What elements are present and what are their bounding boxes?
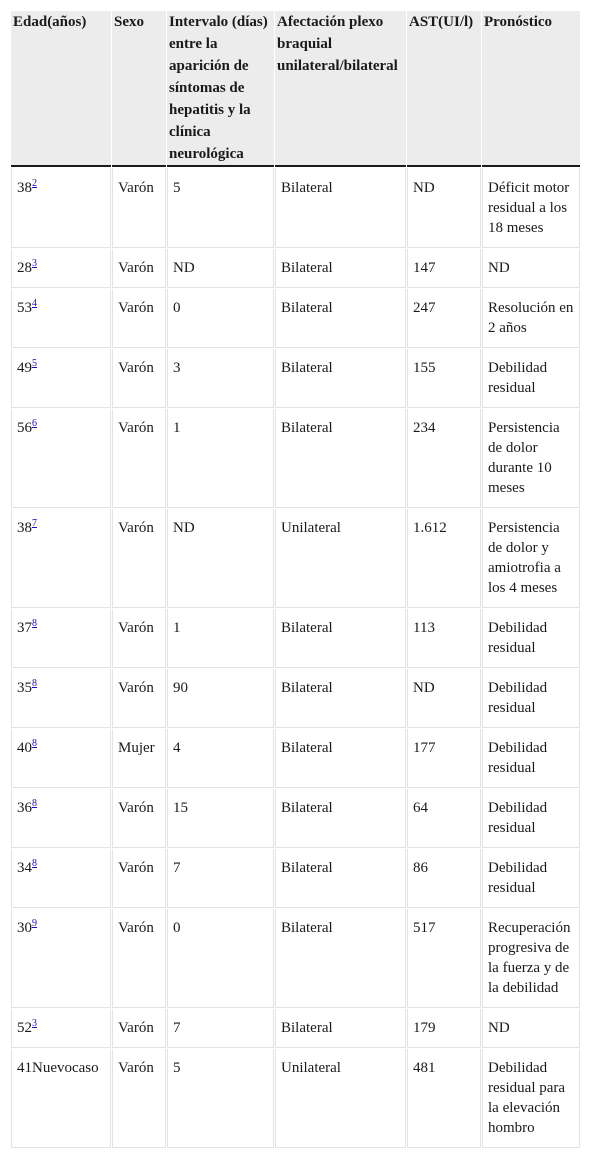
interval-cell: 90 bbox=[167, 669, 274, 728]
table-row bbox=[11, 609, 580, 668]
reference-link[interactable]: 4 bbox=[32, 298, 37, 309]
reference-link[interactable]: 5 bbox=[32, 358, 37, 369]
interval-cell: 3 bbox=[167, 349, 274, 408]
age-cell bbox=[11, 409, 111, 508]
interval-cell: 1 bbox=[167, 609, 274, 668]
age-value: 28 bbox=[17, 260, 32, 276]
plexus-cell: Bilateral bbox=[275, 909, 406, 1008]
reference-superscript bbox=[32, 295, 37, 309]
sex-cell: Varón bbox=[112, 509, 166, 608]
age-cell bbox=[11, 729, 111, 788]
prognosis-cell: Persistencia de dolor y amiotrofia a los 4 meses bbox=[482, 509, 580, 608]
reference-superscript bbox=[32, 795, 37, 809]
table-body bbox=[11, 168, 580, 1148]
ast-cell: 177 bbox=[407, 729, 481, 788]
age-value: 30 bbox=[17, 920, 32, 936]
reference-superscript bbox=[32, 615, 37, 629]
reference-link[interactable]: 8 bbox=[32, 618, 37, 629]
plexus-cell: Bilateral bbox=[275, 409, 406, 508]
age-cell bbox=[11, 289, 111, 348]
age-value: 41Nuevocaso bbox=[17, 1060, 99, 1076]
age-value: 52 bbox=[17, 1020, 32, 1036]
reference-link[interactable]: 6 bbox=[32, 418, 37, 429]
table-row bbox=[11, 789, 580, 848]
interval-cell: 15 bbox=[167, 789, 274, 848]
ast-cell: 481 bbox=[407, 1049, 481, 1148]
age-value: 34 bbox=[17, 860, 32, 876]
reference-superscript bbox=[32, 855, 37, 869]
table-row bbox=[11, 409, 580, 508]
table-header bbox=[11, 11, 580, 167]
sex-cell: Varón bbox=[112, 349, 166, 408]
table-row bbox=[11, 909, 580, 1008]
plexus-cell: Bilateral bbox=[275, 669, 406, 728]
plexus-cell: Bilateral bbox=[275, 249, 406, 288]
reference-superscript bbox=[32, 1015, 37, 1029]
prognosis-cell: ND bbox=[482, 1009, 580, 1048]
header-plexus: Afectación plexo braquial unilateral/bilateral bbox=[275, 11, 406, 167]
age-value: 38 bbox=[17, 180, 32, 196]
sex-cell: Varón bbox=[112, 609, 166, 668]
ast-cell: 113 bbox=[407, 609, 481, 668]
case-table-container bbox=[10, 10, 580, 1149]
table-row bbox=[11, 1009, 580, 1048]
age-cell bbox=[11, 168, 111, 248]
age-cell bbox=[11, 909, 111, 1008]
ast-cell: 234 bbox=[407, 409, 481, 508]
age-cell bbox=[11, 1009, 111, 1048]
header-row bbox=[11, 11, 580, 167]
ast-cell: 1.612 bbox=[407, 509, 481, 608]
sex-cell: Varón bbox=[112, 409, 166, 508]
age-cell bbox=[11, 509, 111, 608]
plexus-cell: Bilateral bbox=[275, 789, 406, 848]
age-value: 49 bbox=[17, 360, 32, 376]
age-value: 53 bbox=[17, 300, 32, 316]
plexus-cell: Bilateral bbox=[275, 168, 406, 248]
plexus-cell: Bilateral bbox=[275, 849, 406, 908]
age-value: 36 bbox=[17, 800, 32, 816]
sex-cell: Mujer bbox=[112, 729, 166, 788]
age-value: 40 bbox=[17, 740, 32, 756]
sex-cell: Varón bbox=[112, 168, 166, 248]
reference-superscript bbox=[32, 415, 37, 429]
reference-link[interactable]: 8 bbox=[32, 798, 37, 809]
interval-cell: 1 bbox=[167, 409, 274, 508]
prognosis-cell: Debilidad residual bbox=[482, 349, 580, 408]
reference-superscript bbox=[32, 675, 37, 689]
sex-cell: Varón bbox=[112, 849, 166, 908]
sex-cell: Varón bbox=[112, 1049, 166, 1148]
prognosis-cell: Debilidad residual bbox=[482, 849, 580, 908]
age-value: 35 bbox=[17, 680, 32, 696]
interval-cell: 5 bbox=[167, 168, 274, 248]
reference-link[interactable]: 2 bbox=[32, 178, 37, 189]
age-cell bbox=[11, 349, 111, 408]
reference-superscript bbox=[32, 255, 37, 269]
age-cell bbox=[11, 1049, 111, 1148]
prognosis-cell: Resolución en 2 años bbox=[482, 289, 580, 348]
reference-superscript bbox=[32, 915, 37, 929]
header-ast: AST(UI/l) bbox=[407, 11, 481, 167]
plexus-cell: Bilateral bbox=[275, 349, 406, 408]
age-cell bbox=[11, 789, 111, 848]
header-interval: Intervalo (días) entre la aparición de síntomas de hepatitis y la clínica neurológica bbox=[167, 11, 274, 167]
sex-cell: Varón bbox=[112, 669, 166, 728]
ast-cell: 179 bbox=[407, 1009, 481, 1048]
reference-link[interactable]: 3 bbox=[32, 258, 37, 269]
reference-superscript bbox=[32, 175, 37, 189]
table-row bbox=[11, 729, 580, 788]
table-row bbox=[11, 849, 580, 908]
reference-link[interactable]: 9 bbox=[32, 918, 37, 929]
sex-cell: Varón bbox=[112, 909, 166, 1008]
reference-superscript bbox=[32, 515, 37, 529]
table-row bbox=[11, 249, 580, 288]
header-prognosis: Pronóstico bbox=[482, 11, 580, 167]
prognosis-cell: Debilidad residual bbox=[482, 609, 580, 668]
reference-link[interactable]: 8 bbox=[32, 678, 37, 689]
prognosis-cell: Debilidad residual para la elevación hombro bbox=[482, 1049, 580, 1148]
header-age: Edad(años) bbox=[11, 11, 111, 167]
ast-cell: 147 bbox=[407, 249, 481, 288]
table-row bbox=[11, 669, 580, 728]
age-value: 37 bbox=[17, 620, 32, 636]
sex-cell: Varón bbox=[112, 289, 166, 348]
prognosis-cell: Debilidad residual bbox=[482, 729, 580, 788]
age-value: 38 bbox=[17, 520, 32, 536]
reference-link[interactable]: 3 bbox=[32, 1018, 37, 1029]
age-cell bbox=[11, 249, 111, 288]
prognosis-cell: Persistencia de dolor durante 10 meses bbox=[482, 409, 580, 508]
sex-cell: Varón bbox=[112, 1009, 166, 1048]
interval-cell: 7 bbox=[167, 849, 274, 908]
header-sex: Sexo bbox=[112, 11, 166, 167]
prognosis-cell: Recuperación progresiva de la fuerza y de la debilidad bbox=[482, 909, 580, 1008]
plexus-cell: Bilateral bbox=[275, 1009, 406, 1048]
ast-cell: ND bbox=[407, 168, 481, 248]
reference-link[interactable]: 8 bbox=[32, 738, 37, 749]
interval-cell: 5 bbox=[167, 1049, 274, 1148]
ast-cell: 517 bbox=[407, 909, 481, 1008]
table-row bbox=[11, 289, 580, 348]
age-value: 56 bbox=[17, 420, 32, 436]
reference-link[interactable]: 7 bbox=[32, 518, 37, 529]
prognosis-cell: Debilidad residual bbox=[482, 669, 580, 728]
table-row bbox=[11, 509, 580, 608]
interval-cell: ND bbox=[167, 509, 274, 608]
plexus-cell: Unilateral bbox=[275, 509, 406, 608]
age-cell bbox=[11, 609, 111, 668]
prognosis-cell: ND bbox=[482, 249, 580, 288]
plexus-cell: Bilateral bbox=[275, 289, 406, 348]
interval-cell: 0 bbox=[167, 289, 274, 348]
case-table bbox=[10, 10, 581, 1149]
plexus-cell: Bilateral bbox=[275, 609, 406, 668]
prognosis-cell: Déficit motor residual a los 18 meses bbox=[482, 168, 580, 248]
sex-cell: Varón bbox=[112, 789, 166, 848]
age-cell bbox=[11, 669, 111, 728]
interval-cell: 0 bbox=[167, 909, 274, 1008]
ast-cell: 247 bbox=[407, 289, 481, 348]
interval-cell: 7 bbox=[167, 1009, 274, 1048]
ast-cell: 155 bbox=[407, 349, 481, 408]
reference-superscript bbox=[32, 355, 37, 369]
plexus-cell: Unilateral bbox=[275, 1049, 406, 1148]
reference-superscript bbox=[32, 735, 37, 749]
sex-cell: Varón bbox=[112, 249, 166, 288]
plexus-cell: Bilateral bbox=[275, 729, 406, 788]
table-row bbox=[11, 1049, 580, 1148]
interval-cell: ND bbox=[167, 249, 274, 288]
table-row bbox=[11, 168, 580, 248]
age-cell bbox=[11, 849, 111, 908]
interval-cell: 4 bbox=[167, 729, 274, 788]
ast-cell: 86 bbox=[407, 849, 481, 908]
ast-cell: 64 bbox=[407, 789, 481, 848]
table-row bbox=[11, 349, 580, 408]
prognosis-cell: Debilidad residual bbox=[482, 789, 580, 848]
ast-cell: ND bbox=[407, 669, 481, 728]
reference-link[interactable]: 8 bbox=[32, 858, 37, 869]
